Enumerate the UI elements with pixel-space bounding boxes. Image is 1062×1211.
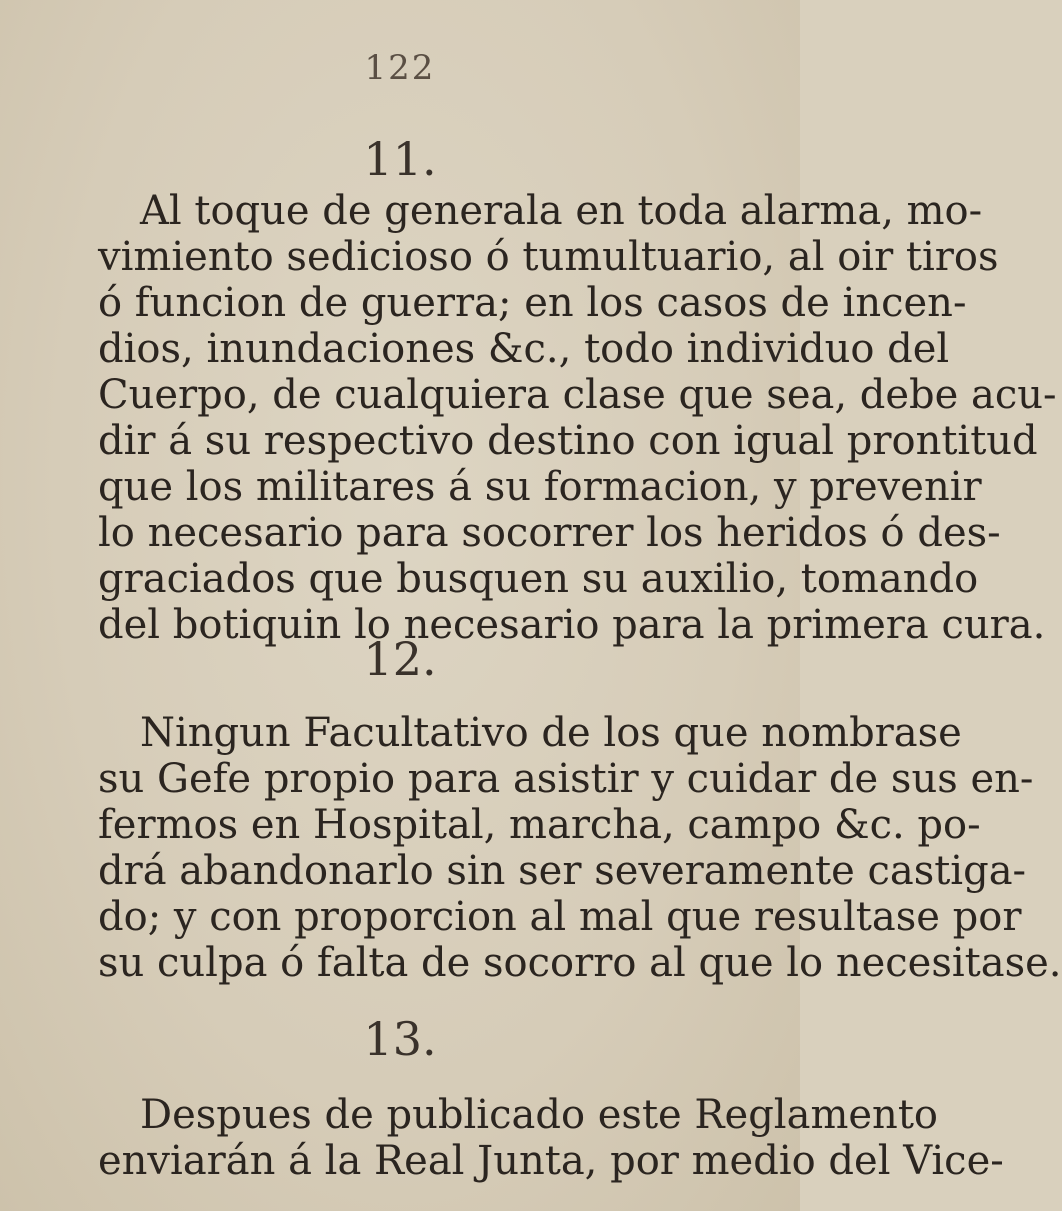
text-line: Despues de publicado este Reglamento (140, 1092, 938, 1138)
text-line: graciados que busquen su auxilio, tomando (98, 556, 979, 602)
section-number-13: 13. (363, 1012, 437, 1066)
text-line: su Gefe propio para asistir y cuidar de sus en- (98, 756, 1034, 802)
text-line: lo necesario para socorrer los heridos ó des- (98, 510, 1001, 556)
section-13-paragraph (98, 1092, 1004, 1184)
text-line: fermos en Hospital, marcha, campo &c. po- (98, 802, 981, 848)
text-line: drá abandonarlo sin ser severamente castiga- (98, 848, 1027, 894)
text-line: vimiento sedicioso ó tumultuario, al oir tiros (98, 234, 999, 280)
text-line: Cuerpo, de cualquiera clase que sea, debe acu- (98, 372, 1057, 418)
text-line: enviarán á la Real Junta, por medio del Vice- (98, 1138, 1004, 1184)
text-line: su culpa ó falta de socorro al que lo necesitase. (98, 940, 1062, 986)
text-line: ó funcion de guerra; en los casos de incen- (98, 280, 967, 326)
text-line: do; y con proporcion al mal que resultase por (98, 894, 1022, 940)
section-number-11: 11. (363, 132, 437, 186)
text-line: que los militares á su formacion, y prevenir (98, 464, 982, 510)
text-line: del botiquin lo necesario para la primera cura. (98, 602, 1046, 648)
text-line: dir á su respectivo destino con igual prontitud (98, 418, 1038, 464)
page-number: 122 (364, 48, 436, 88)
text-line: Ningun Facultativo de los que nombrase (140, 710, 962, 756)
text-line: dios, inundaciones &c., todo individuo del (98, 326, 950, 372)
section-12-paragraph (98, 710, 1062, 986)
section-11-paragraph (98, 188, 1057, 648)
section-number-12: 12. (363, 632, 437, 686)
text-line: Al toque de generala en toda alarma, mo- (140, 188, 983, 234)
